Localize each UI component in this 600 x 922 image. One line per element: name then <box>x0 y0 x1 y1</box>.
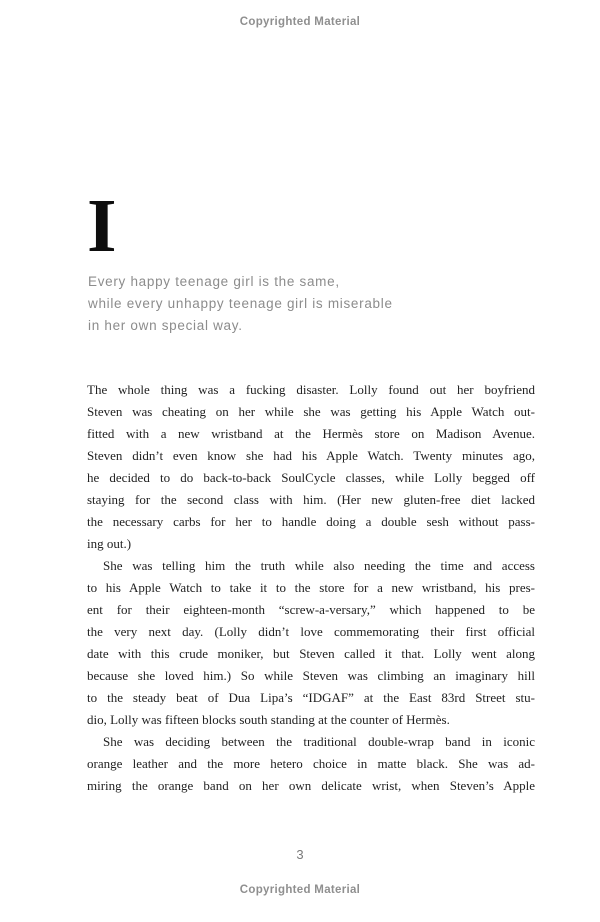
epigraph-line: Every happy teenage girl is the same, <box>88 274 340 289</box>
body-line: Steven didn’t even know she had his Apple Watch. Twenty minutes ago, <box>87 448 535 463</box>
body-line: date with this crude moniker, but Steven called it that. Lolly went along <box>87 646 535 661</box>
page-number: 3 <box>296 847 304 862</box>
body-line: fitted with a new wristband at the Hermès store on Madison Avenue. <box>87 426 535 441</box>
body-line: ent for their eighteen-month “screw-a-versary,” which happened to be <box>87 602 535 617</box>
copyright-notice-top: Copyrighted Material <box>239 16 361 28</box>
chapter-epigraph <box>88 271 508 337</box>
body-line: She was telling him the truth while also needing the time and access <box>103 558 535 573</box>
body-line: She was deciding between the traditional double-wrap band in iconic <box>103 734 535 749</box>
body-line: staying for the second class with him. (Her new gluten-free diet lacked <box>87 492 535 507</box>
body-line: miring the orange band on her own delicate wrist, when Steven’s Apple <box>87 778 535 793</box>
epigraph-line: in her own special way. <box>88 318 243 333</box>
epigraph-line: while every unhappy teenage girl is miserable <box>88 296 393 311</box>
body-line: he decided to do back-to-back SoulCycle classes, while Lolly begged off <box>87 470 535 485</box>
body-text <box>87 379 535 797</box>
body-line: dio, Lolly was fifteen blocks south standing at the counter of Hermès. <box>87 712 450 727</box>
body-line: to his Apple Watch to take it to the store for a new wristband, his pres- <box>87 580 535 595</box>
body-line: ing out.) <box>87 536 132 551</box>
body-line: to the steady beat of Dua Lipa’s “IDGAF” at the East 83rd Street stu- <box>87 690 535 705</box>
body-line: orange leather and the more hetero choice in matte black. She was ad- <box>87 756 535 771</box>
body-line: the necessary carbs for her to handle doing a double sesh without pass- <box>87 514 535 529</box>
chapter-numeral: I <box>87 184 117 268</box>
body-line: because she loved him.) So while Steven was climbing an imaginary hill <box>87 668 535 683</box>
body-line: the very next day. (Lolly didn’t love commemorating their first official <box>87 624 535 639</box>
body-line: Steven was cheating on her while she was getting his Apple Watch out- <box>87 404 535 419</box>
copyright-notice-bottom: Copyrighted Material <box>239 884 361 896</box>
body-line: The whole thing was a fucking disaster. Lolly found out her boyfriend <box>87 382 535 397</box>
